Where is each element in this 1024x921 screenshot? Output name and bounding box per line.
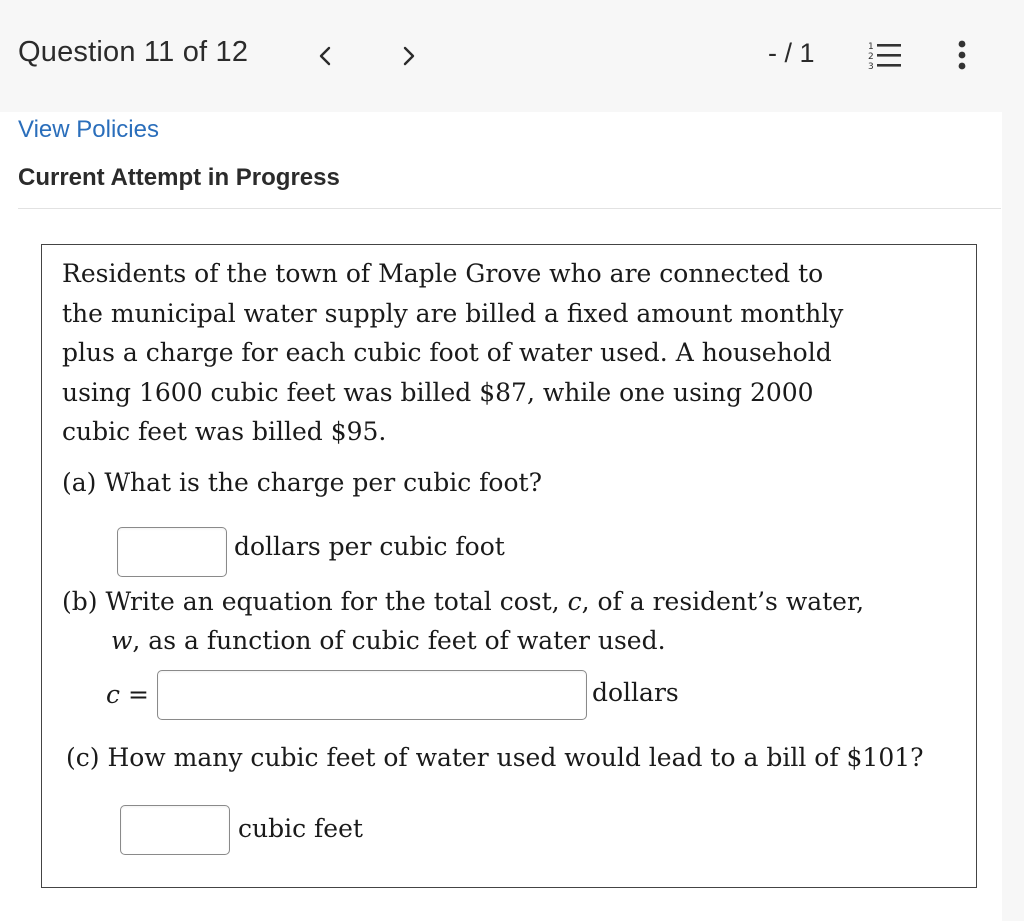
stem-line: the municipal water supply are billed a fixed amount monthly (62, 298, 844, 328)
score-display: - / 1 (768, 38, 815, 68)
svg-text:2: 2 (868, 52, 874, 62)
stem-line: using 1600 cubic feet was billed $87, while one using 2000 (62, 377, 814, 407)
chevron-right-icon (402, 45, 416, 67)
stem-line: cubic feet was billed $95. (62, 417, 387, 447)
next-question-button[interactable] (394, 38, 424, 74)
attempt-status: Current Attempt in Progress (18, 164, 340, 191)
part-c-prompt: (c) How many cubic feet of water used would lead to a bill of $101? (66, 743, 924, 772)
part-a-prompt: (a) What is the charge per cubic foot? (62, 468, 542, 497)
part-b-text: (b) Write an equation for the total cost, (62, 587, 568, 616)
previous-question-button[interactable] (310, 38, 340, 74)
more-options-button[interactable] (950, 36, 974, 76)
part-c-answer-input[interactable] (120, 805, 230, 855)
top-bar (0, 0, 1024, 112)
part-b-unit: dollars (592, 678, 679, 707)
divider (18, 208, 1001, 209)
part-b-text: , as a function of cubic feet of water used. (132, 626, 666, 655)
stem-line: plus a charge for each cubic foot of water used. A household (62, 338, 832, 368)
svg-text:1: 1 (868, 42, 874, 52)
numbered-list-icon (866, 38, 906, 74)
chevron-left-icon (318, 45, 332, 67)
question-list-button[interactable] (866, 38, 906, 74)
more-vertical-icon (950, 36, 974, 76)
part-c-unit: cubic feet (238, 814, 363, 843)
part-b-equation-label: c = (106, 680, 149, 709)
part-b-text: , of a resident’s water, (581, 587, 865, 616)
part-b-answer-input[interactable] (157, 670, 587, 720)
part-a-unit: dollars per cubic foot (234, 532, 505, 561)
stem-line: Residents of the town of Maple Grove who are connected to (62, 259, 824, 288)
part-a-answer-input[interactable] (117, 527, 227, 577)
var-c: c (567, 587, 582, 616)
question-stem (62, 254, 882, 452)
var-w: w (111, 626, 133, 655)
part-b-prompt (62, 582, 942, 660)
view-policies-link[interactable]: View Policies (18, 116, 159, 143)
svg-text:3: 3 (868, 62, 874, 72)
question-counter: Question 11 of 12 (18, 36, 249, 68)
